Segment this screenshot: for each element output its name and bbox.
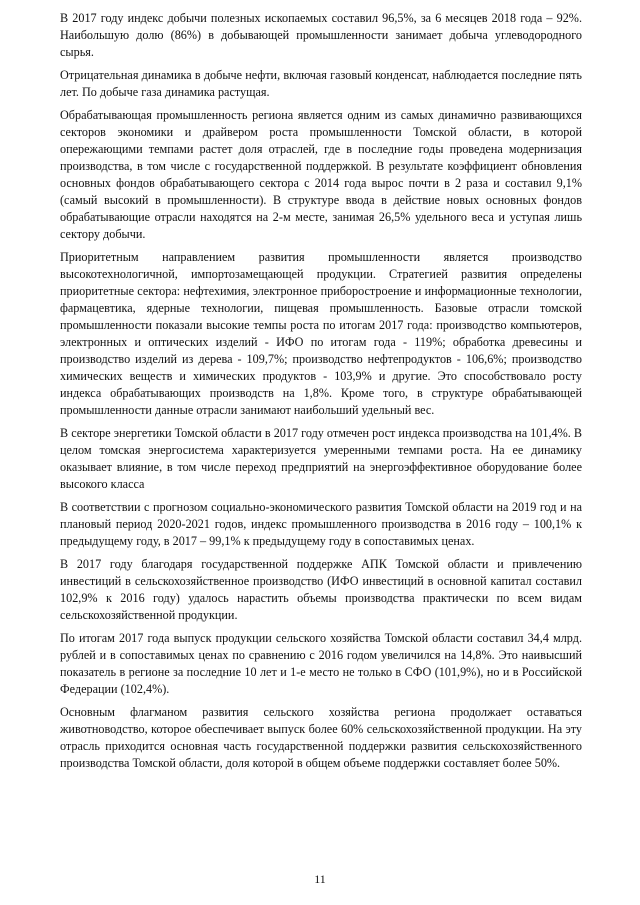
paragraph-oil-dynamics: Отрицательная динамика в добыче нефти, включая газовый конденсат, наблюдается последние пять лет. По добыче газа динамика растущая. (60, 68, 582, 99)
paragraph-manufacturing: Обрабатывающая промышленность региона является одним из самых динамично развивающихся секторов экономики и драйвером роста промышленности Томской области, в которой опережающими темпами растет доля отраслей, где в последние годы проведена модернизация производства, в том числе с государственной поддержкой. В результате коэффициент обновления основных фондов обрабатывающего сектора с 2014 года вырос почти в 2 раза и составил 9,1% (самый высокий в промышленности). В структуре ввода в действие новых основных фондов обрабатывающие отрасли находятся на 2-м месте, занимая 26,5% удельного веса и уступая лишь сектору добычи. (60, 108, 582, 241)
paragraph-mining-index: В 2017 году индекс добычи полезных ископаемых составил 96,5%, за 6 месяцев 2018 года – 92%. Наибольшую долю (86%) в добывающей промышленности занимает добыча углеводородного сырья. (60, 11, 582, 59)
paragraph-livestock: Основным флагманом развития сельского хозяйства региона продолжает оставаться животноводство, которое обеспечивает выпуск более 60% сельскохозяйственной продукции. На эту отрасль приходится основная часть государственной поддержки развития сельскохозяйственного производства Томской области, доля которой в общем объеме поддержки составляет более 50%. (60, 705, 582, 770)
page-number: 11 (314, 872, 326, 886)
document-page (60, 10, 582, 778)
paragraph-priority-sectors: Приоритетным направлением развития промышленности является производство высокотехнологичной, импортозамещающей продукции. Стратегией развития определены приоритетные сектора: нефтехимия, электронное приборостроение и информационные технологии, фармацевтика, ядерные технологии, пищевая промышленность. Базовые отрасли томской промышленности показали высокие темпы роста по итогам 2017 года: производство компьютеров, электронных и оптических изделий - ИФО по итогам года - 119%; обработка древесины и производство изделий из дерева - 109,7%; производство нефтепродуктов - 106,6%; производство химических веществ и химических продуктов - 103,9% и другие. Это способствовало росту индекса обрабатывающих производств на 1,8%. Кроме того, в структуре обрабатывающей промышленности данные отрасли занимают наибольший удельный вес. (60, 250, 582, 417)
paragraph-agro-support: В 2017 году благодаря государственной поддержке АПК Томской области и привлечению инвестиций в сельскохозяйственное производство (ИФО инвестиций в основной капитал составил 102,9% к 2016 году) удалось нарастить объемы производства практически по всем видам сельскохозяйственной продукции. (60, 557, 582, 622)
paragraph-forecast: В соответствии с прогнозом социально-экономического развития Томской области на 2019 год и на плановый период 2020-2021 годов, индекс промышленного производства в 2016 году – 100,1% к предыдущему году, в 2017 – 99,1% к предыдущему году в сопоставимых ценах. (60, 500, 582, 548)
paragraph-agro-output: По итогам 2017 года выпуск продукции сельского хозяйства Томской области составил 34,4 млрд. рублей и в сопоставимых ценах по сравнению с 2016 годом увеличился на 14,8%. Это наивысший показатель в регионе за последние 10 лет и 1-е место не только в СФО (101,9%), но и в Российской Федерации (102,4%). (60, 631, 582, 696)
paragraph-energy: В секторе энергетики Томской области в 2017 году отмечен рост индекса производства на 101,4%. В целом томская энергосистема характеризуется умеренными темпами роста. На ее динамику оказывает влияние, в том числе переход предприятий на энергоэффективное оборудование более высокого класса (60, 426, 582, 491)
